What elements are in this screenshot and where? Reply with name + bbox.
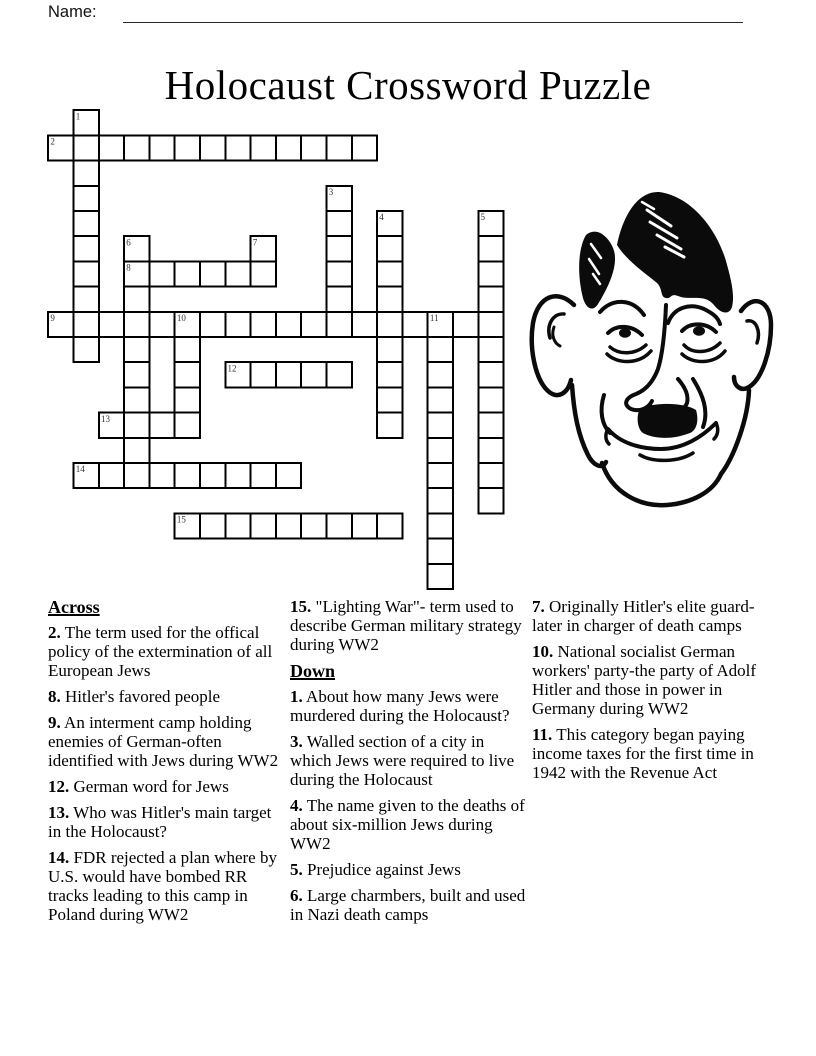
grid-cell[interactable] <box>377 387 402 412</box>
grid-cell[interactable] <box>301 362 326 387</box>
grid-cell[interactable] <box>250 311 275 336</box>
clue-11: 11. This category began paying income taxes for the first time in 1942 with the Revenue Act <box>532 725 754 782</box>
grid-cell[interactable] <box>377 311 402 336</box>
cell-number: 6 <box>126 236 131 247</box>
grid-cell[interactable] <box>478 236 503 261</box>
grid-cell[interactable] <box>326 261 351 286</box>
grid-cell[interactable] <box>250 513 275 538</box>
grid-cell[interactable] <box>427 412 452 437</box>
grid-cell[interactable] <box>73 236 98 261</box>
grid-cell[interactable] <box>200 513 225 538</box>
grid-cell[interactable] <box>377 513 402 538</box>
grid-cell[interactable] <box>124 463 149 488</box>
clue-3: 3. Walled section of a city in which Jews were required to live during the Holocaust <box>290 732 515 789</box>
cell-number: 9 <box>50 312 55 323</box>
clue-6: 6. Large charmbers, built and used in Nazi death camps <box>290 886 526 924</box>
grid-cell[interactable] <box>174 135 199 160</box>
grid-cell[interactable] <box>73 135 98 160</box>
grid-cell[interactable] <box>427 337 452 362</box>
grid-cell[interactable] <box>377 236 402 261</box>
grid-cell[interactable] <box>174 387 199 412</box>
grid-cell[interactable] <box>99 463 124 488</box>
grid-cell[interactable] <box>200 463 225 488</box>
clue-1: 1. About how many Jews were murdered during the Holocaust? <box>290 687 510 725</box>
grid-cell[interactable] <box>326 362 351 387</box>
grid-cell[interactable] <box>124 311 149 336</box>
grid-cell[interactable] <box>124 412 149 437</box>
clue-2: 2. The term used for the offical policy of the extermination of all European Jews <box>48 623 273 680</box>
grid-cell[interactable] <box>250 135 275 160</box>
crossword-grid <box>47 109 506 593</box>
grid-cell[interactable] <box>427 362 452 387</box>
grid-cell[interactable] <box>200 261 225 286</box>
grid-cell[interactable] <box>402 311 427 336</box>
grid-cell[interactable] <box>427 488 452 513</box>
grid-cell[interactable] <box>174 412 199 437</box>
grid-cell[interactable] <box>149 311 174 336</box>
name-label: Name: <box>48 3 97 21</box>
page-title: Holocaust Crossword Puzzle <box>164 62 652 109</box>
grid-cell[interactable] <box>427 538 452 563</box>
grid-cell[interactable] <box>73 261 98 286</box>
cell-number: 7 <box>252 236 258 247</box>
grid-cell[interactable] <box>326 236 351 261</box>
grid-cell[interactable] <box>276 513 301 538</box>
grid-cell[interactable] <box>276 463 301 488</box>
clue-4: 4. The name given to the deaths of about six-million Jews during WW2 <box>290 796 525 853</box>
grid-cell[interactable] <box>352 311 377 336</box>
cell-number: 8 <box>126 262 131 273</box>
grid-cell[interactable] <box>124 437 149 462</box>
grid-cell[interactable] <box>225 463 250 488</box>
grid-cell[interactable] <box>478 488 503 513</box>
grid-cell[interactable] <box>73 337 98 362</box>
grid-cell[interactable] <box>377 261 402 286</box>
grid-cell[interactable] <box>73 211 98 236</box>
clues-header-down: Down <box>290 661 336 681</box>
grid-cell[interactable] <box>73 185 98 210</box>
grid-cell[interactable] <box>478 362 503 387</box>
grid-cell[interactable] <box>326 286 351 311</box>
grid-cell[interactable] <box>73 160 98 185</box>
grid-cell[interactable] <box>250 261 275 286</box>
grid-cell[interactable] <box>427 513 452 538</box>
clue-14: 14. FDR rejected a plan where by U.S. would have bombed RR tracks leading to this camp in Poland during WW2 <box>48 848 277 924</box>
grid-cell[interactable] <box>124 337 149 362</box>
clue-15: 15. "Lighting War"- term used to describe German military strategy during WW2 <box>290 597 522 654</box>
grid-cell[interactable] <box>326 311 351 336</box>
grid-cell[interactable] <box>174 337 199 362</box>
cell-number: 12 <box>227 362 237 373</box>
grid-cell[interactable] <box>301 311 326 336</box>
cell-number: 14 <box>75 463 85 474</box>
grid-cell[interactable] <box>301 135 326 160</box>
clue-12: 12. German word for Jews <box>48 777 229 796</box>
grid-cell[interactable] <box>478 463 503 488</box>
grid-cell[interactable] <box>478 286 503 311</box>
grid-cell[interactable] <box>377 286 402 311</box>
clue-9: 9. An interment camp holding enemies of German-often identified with Jews during WW2 <box>48 713 279 770</box>
grid-cell[interactable] <box>124 135 149 160</box>
grid-cell[interactable] <box>250 463 275 488</box>
cell-number: 10 <box>176 312 186 323</box>
grid-cell[interactable] <box>225 135 250 160</box>
cell-number: 2 <box>50 136 55 147</box>
grid-cell[interactable] <box>377 362 402 387</box>
grid-cell[interactable] <box>478 337 503 362</box>
grid-cell[interactable] <box>478 412 503 437</box>
clue-7: 7. Originally Hitler's elite guard- later in charger of death camps <box>532 597 755 635</box>
grid-cell[interactable] <box>124 387 149 412</box>
grid-cell[interactable] <box>352 513 377 538</box>
grid-cell[interactable] <box>453 311 478 336</box>
hitler-caricature-illustration <box>520 183 782 519</box>
cell-number: 5 <box>480 211 485 222</box>
grid-cell[interactable] <box>149 135 174 160</box>
cell-number: 1 <box>75 110 80 121</box>
grid-cell[interactable] <box>225 513 250 538</box>
grid-cell[interactable] <box>478 311 503 336</box>
grid-cell[interactable] <box>149 463 174 488</box>
grid-cell[interactable] <box>427 387 452 412</box>
grid-cell[interactable] <box>276 362 301 387</box>
cell-number: 3 <box>328 186 333 197</box>
grid-cell[interactable] <box>149 261 174 286</box>
clues-column-3 <box>532 597 778 789</box>
grid-cell[interactable] <box>326 513 351 538</box>
grid-cell[interactable] <box>326 135 351 160</box>
grid-cell[interactable] <box>225 261 250 286</box>
grid-cell[interactable] <box>427 437 452 462</box>
grid-cell[interactable] <box>200 311 225 336</box>
grid-cell[interactable] <box>250 362 275 387</box>
grid-cell[interactable] <box>276 135 301 160</box>
grid-cell[interactable] <box>225 311 250 336</box>
name-underline <box>123 2 743 23</box>
clue-8: 8. Hitler's favored people <box>48 687 221 706</box>
clues-header-across: Across <box>48 597 100 617</box>
grid-cell[interactable] <box>427 463 452 488</box>
grid-cell[interactable] <box>174 362 199 387</box>
cell-number: 13 <box>100 413 110 424</box>
grid-cell[interactable] <box>73 311 98 336</box>
grid-cell[interactable] <box>99 311 124 336</box>
grid-cell[interactable] <box>174 463 199 488</box>
grid-cell[interactable] <box>301 513 326 538</box>
grid-cell[interactable] <box>73 286 98 311</box>
clue-10: 10. National socialist German workers' party-the party of Adolf Hitler and those in power in Germany during WW2 <box>532 642 756 718</box>
cell-number: 4 <box>379 211 384 222</box>
clues-column-1 <box>48 597 284 931</box>
grid-cell[interactable] <box>276 311 301 336</box>
clue-5: 5. Prejudice against Jews <box>290 860 461 879</box>
grid-cell[interactable] <box>149 412 174 437</box>
grid-cell[interactable] <box>478 437 503 462</box>
grid-cell[interactable] <box>124 362 149 387</box>
grid-cell[interactable] <box>200 135 225 160</box>
grid-cell[interactable] <box>427 563 452 588</box>
clues-column-2 <box>290 597 530 931</box>
grid-cell[interactable] <box>99 135 124 160</box>
grid-cell[interactable] <box>174 261 199 286</box>
grid-cell[interactable] <box>478 387 503 412</box>
cell-number: 11 <box>429 312 439 323</box>
grid-cell[interactable] <box>377 412 402 437</box>
grid-cell[interactable] <box>478 261 503 286</box>
grid-cell[interactable] <box>377 337 402 362</box>
cell-number: 15 <box>176 514 186 525</box>
grid-cell[interactable] <box>326 211 351 236</box>
grid-cell[interactable] <box>352 135 377 160</box>
clue-13: 13. Who was Hitler's main target in the Holocaust? <box>48 803 272 841</box>
grid-cell[interactable] <box>124 286 149 311</box>
